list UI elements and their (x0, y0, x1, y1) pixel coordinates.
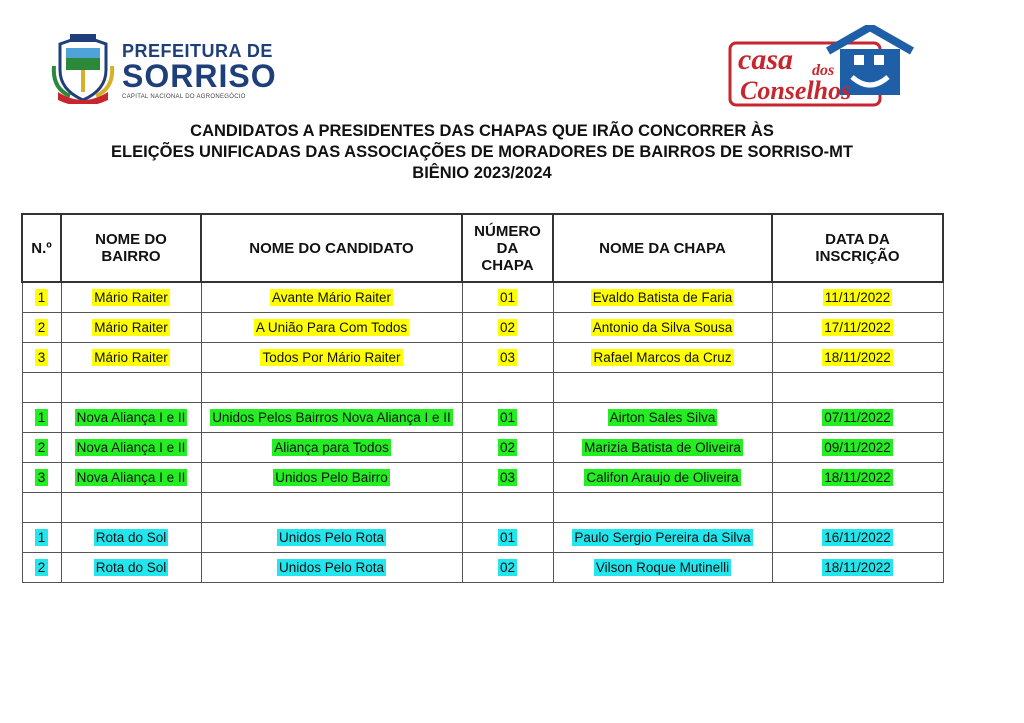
cell-candidato: Avante Mário Raiter (271, 290, 392, 305)
cell-numero: 01 (499, 410, 516, 425)
cell-candidato: Unidos Pelos Bairros Nova Aliança I e II (212, 410, 451, 425)
cell-bairro: Mário Raiter (94, 350, 168, 365)
header-bairro: NOME DO BAIRRO (61, 214, 201, 282)
cell-numero: 01 (499, 530, 516, 545)
logo-word-casa: casa (738, 43, 793, 76)
header-num: N.º (22, 214, 61, 282)
table-row (22, 282, 943, 313)
cell-data: 16/11/2022 (824, 530, 891, 545)
cell-chapa: Rafael Marcos da Cruz (593, 350, 732, 365)
cell-bairro: Mário Raiter (94, 320, 168, 335)
logo-word-dos: dos (812, 62, 835, 79)
cell-candidato: Unidos Pelo Rota (278, 560, 385, 575)
cell-num: 1 (35, 289, 49, 306)
title-line-3: BIÊNIO 2023/2024 (412, 164, 552, 182)
cell-num: 2 (35, 439, 49, 456)
table-row (22, 463, 943, 493)
cell-chapa: Evaldo Batista de Faria (592, 290, 733, 305)
table-row (22, 553, 943, 583)
casa-dos-conselhos-logo (728, 25, 918, 109)
table-row (22, 313, 943, 343)
cell-chapa: Antonio da Silva Sousa (592, 320, 733, 335)
cell-chapa: Marizia Batista de Oliveira (584, 440, 741, 455)
table-header-row (22, 214, 943, 282)
table-row (22, 433, 943, 463)
cell-data: 18/11/2022 (824, 350, 891, 365)
table-row (22, 343, 943, 373)
cell-data: 09/11/2022 (824, 440, 891, 455)
cell-bairro: Nova Aliança I e II (76, 470, 186, 485)
cell-numero: 03 (499, 350, 516, 365)
header-chapa: NOME DA CHAPA (553, 214, 772, 282)
cell-candidato: Todos Por Mário Raiter (262, 350, 401, 365)
table-spacer-row (22, 493, 943, 523)
cell-candidato: Unidos Pelo Rota (278, 530, 385, 545)
cell-numero: 02 (499, 320, 516, 335)
cell-data: 17/11/2022 (824, 320, 891, 335)
cell-bairro: Nova Aliança I e II (76, 440, 186, 455)
table-row (22, 403, 943, 433)
prefeitura-logo (50, 30, 277, 106)
cell-num: 1 (35, 409, 49, 426)
logo-word-conselhos: Conselhos (740, 76, 852, 105)
cell-num: 3 (35, 469, 49, 486)
cell-data: 07/11/2022 (824, 410, 891, 425)
sorriso-crest-icon (50, 30, 116, 104)
cell-num: 1 (35, 529, 49, 546)
casa-dos-conselhos-icon (728, 25, 918, 109)
table-spacer-row (22, 373, 943, 403)
cell-candidato: Aliança para Todos (274, 440, 389, 455)
title-line-1: CANDIDATOS A PRESIDENTES DAS CHAPAS QUE IRÃO CONCORRER ÀS (190, 122, 774, 140)
candidates-table (21, 213, 944, 583)
document-title (0, 121, 964, 184)
cell-num: 2 (35, 559, 49, 576)
cell-bairro: Rota do Sol (95, 530, 167, 545)
cell-chapa: Paulo Sergio Pereira da Silva (574, 530, 751, 545)
cell-chapa: Califon Araujo de Oliveira (586, 470, 739, 485)
cell-data: 18/11/2022 (824, 560, 891, 575)
cell-numero: 02 (499, 440, 516, 455)
cell-numero: 03 (499, 470, 516, 485)
cell-data: 11/11/2022 (824, 290, 891, 305)
cell-num: 3 (35, 349, 49, 366)
header-candidato: NOME DO CANDIDATO (201, 214, 462, 282)
header-data: DATA DA INSCRIÇÃO (772, 214, 943, 282)
title-line-2: ELEIÇÕES UNIFICADAS DAS ASSOCIAÇÕES DE MORADORES DE BAIRROS DE SORRISO-MT (111, 143, 853, 161)
logo-line-1: PREFEITURA DE (122, 41, 273, 61)
cell-candidato: A União Para Com Todos (255, 320, 408, 335)
cell-bairro: Rota do Sol (95, 560, 167, 575)
cell-data: 18/11/2022 (824, 470, 891, 485)
cell-bairro: Mário Raiter (94, 290, 168, 305)
cell-candidato: Unidos Pelo Bairro (275, 470, 388, 485)
logo-line-2: SORRISO (122, 58, 277, 94)
cell-numero: 01 (499, 290, 516, 305)
cell-numero: 02 (499, 560, 516, 575)
cell-chapa: Airton Sales Silva (609, 410, 716, 425)
table-row (22, 523, 943, 553)
cell-num: 2 (35, 319, 49, 336)
header-numero: NÚMERO DA CHAPA (462, 214, 553, 282)
logo-line-3: CAPITAL NACIONAL DO AGRONEGÓCIO (122, 94, 246, 100)
cell-chapa: Vilson Roque Mutinelli (595, 560, 730, 575)
cell-bairro: Nova Aliança I e II (76, 410, 186, 425)
